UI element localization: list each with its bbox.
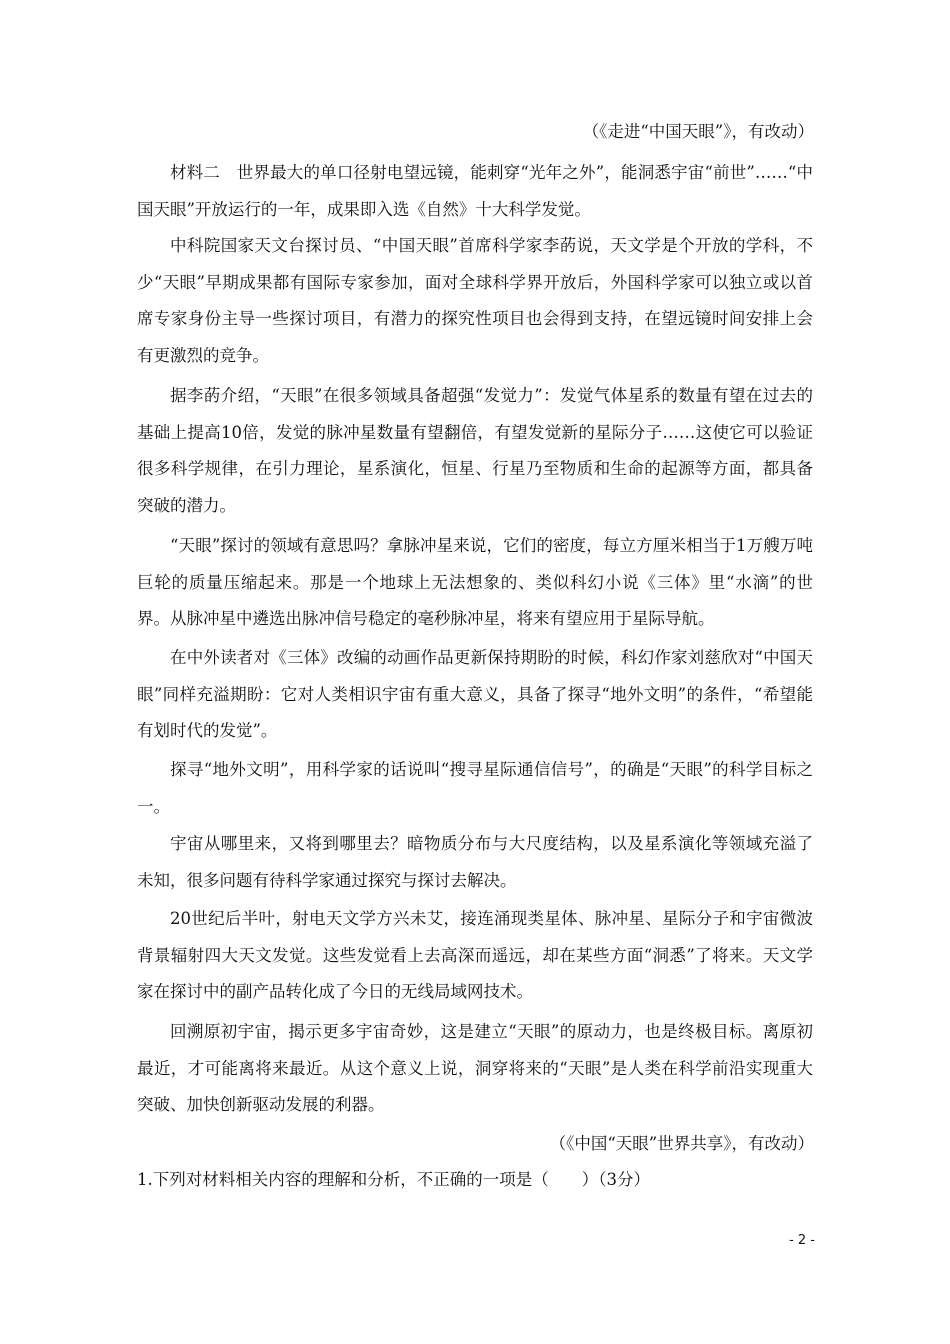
paragraph-radio-astronomy: 20世纪后半叶，射电天文学方兴未艾，接连涌现类星体、脉冲星、星际分子和宇宙微波背景辐射四大天文发觉。这些发觉看上去高深而遥远，却在某些方面“洞悉”了将来。天文学家在探讨中的副产品转化成了今日的无线局域网技术。 [137,909,813,1001]
paragraph-three-body: 在中外读者对《三体》改编的动画作品更新保持期盼的时候，科幻作家刘慈欣对“中国天眼”同样充溢期盼：它对人类相识宇宙有重大意义，具备了探寻“地外文明”的条件，“希望能有划时代的发觉”。 [137,648,813,740]
paragraph-alien-civilization: 探寻“地外文明”，用科学家的话说叫“搜寻星际通信信号”，的确是“天眼”的科学目标之一。 [137,760,813,816]
source-citation-1: （《走进“中国天眼”》，有改动） [582,122,814,141]
paragraph-pulsar: “天眼”探讨的领域有意思吗？拿脉冲星来说，它们的密度，每立方厘米相当于1万艘万吨巨轮的质量压缩起来。那是一个地球上无法想象的、类似科幻小说《三体》里“水滴”的世界。从脉冲星中遴选出脉冲信号稳定的毫秒脉冲星，将来有望应用于星际导航。 [137,536,813,628]
paragraph-universe-origin: 宇宙从哪里来，又将到哪里去？暗物质分布与大尺度结构，以及星系演化等领域充溢了未知，很多问题有待科学家通过探究与探讨去解决。 [137,834,813,890]
page-number: - 2 - [789,1233,815,1248]
paragraph-original-universe: 回溯原初宇宙，揭示更多宇宙奇妙，这是建立“天眼”的原动力，也是终极目标。离原初最近，才可能离将来最近。从这个意义上说，洞穿将来的“天眼”是人类在科学前沿实现重大突破、加快创新驱动发展的利器。 [137,1022,813,1114]
paragraph-li-di: 中科院国家天文台探讨员、“中国天眼”首席科学家李菂说，天文学是个开放的学科，不少“天眼”早期成果都有国际专家参加，面对全球科学界开放后，外国科学家可以独立或以首席专家身份主导一些探讨项目，有潜力的探究性项目也会得到支持，在望远镜时间安排上会有更激烈的竞争。 [137,236,813,365]
paragraph-material-two: 材料二 世界最大的单口径射电望远镜，能刺穿“光年之外”，能洞悉宇宙“前世”……“中国天眼”开放运行的一年，成果即入选《自然》十大科学发觉。 [137,163,813,219]
source-citation-2: （《中国“天眼”世界共享》，有改动） [549,1134,814,1153]
paragraph-discovery-power: 据李菂介绍，“天眼”在很多领域具备超强“发觉力”：发觉气体星系的数量有望在过去的基础上提高10倍，发觉的脉冲星数量有望翻倍，有望发觉新的星际分子……这使它可以验证很多科学规律，在引力理论，星系演化，恒星、行星乃至物质和生命的起源等方面，都具备突破的潜力。 [137,386,813,515]
question-1: 1.下列对材料相关内容的理解和分析，不正确的一项是（ ）（3分） [137,1170,650,1189]
